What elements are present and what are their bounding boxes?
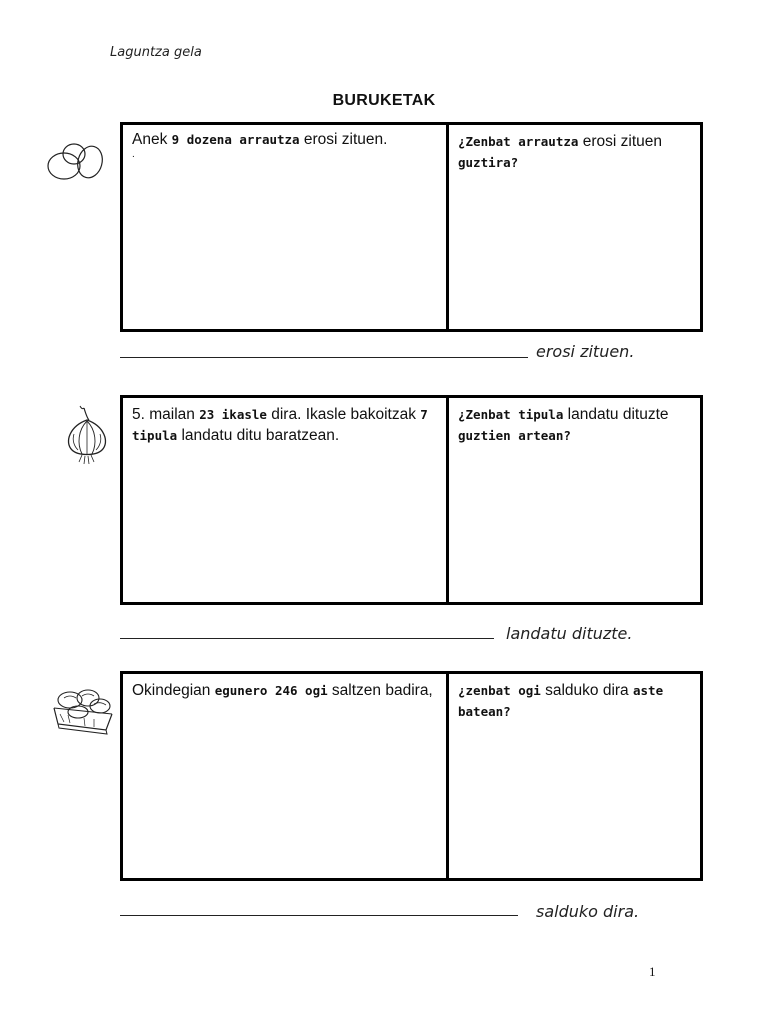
onion-icon xyxy=(62,404,112,466)
page-number: 1 xyxy=(649,964,656,979)
problem-box-3 xyxy=(120,671,703,881)
problem-statement: 5. mailan 23 ikasle dira. Ikasle bakoitzak 7 tipula landatu ditu baratzean. xyxy=(132,406,428,444)
answer-line[interactable] xyxy=(120,638,494,639)
problem-question: ¿Zenbat tipula landatu dituzte guztien artean? xyxy=(458,406,669,443)
answer-suffix: landatu dituzte. xyxy=(506,624,633,643)
answer-line[interactable] xyxy=(120,357,528,358)
page-title: BURUKETAK xyxy=(332,92,436,109)
header-note: Laguntza gela xyxy=(110,45,202,60)
box-divider xyxy=(446,674,449,878)
answer-suffix: erosi zituen. xyxy=(536,342,635,361)
problem-question: ¿zenbat ogi salduko dira aste batean? xyxy=(458,682,664,719)
answer-line[interactable] xyxy=(120,915,518,916)
problem-box-2 xyxy=(120,395,703,605)
problem-statement: Anek 9 dozena arrautza erosi zituen. . xyxy=(132,131,388,160)
problem-question: ¿Zenbat arrautza erosi zituen guztira? xyxy=(458,133,662,170)
eggs-icon xyxy=(44,140,106,184)
bread-basket-icon xyxy=(50,684,116,736)
box-divider xyxy=(446,398,449,602)
problem-box-1 xyxy=(120,122,703,332)
answer-suffix: salduko dira. xyxy=(536,902,640,921)
box-divider xyxy=(446,125,449,329)
problem-statement: Okindegian egunero 246 ogi saltzen badira, xyxy=(132,682,433,699)
